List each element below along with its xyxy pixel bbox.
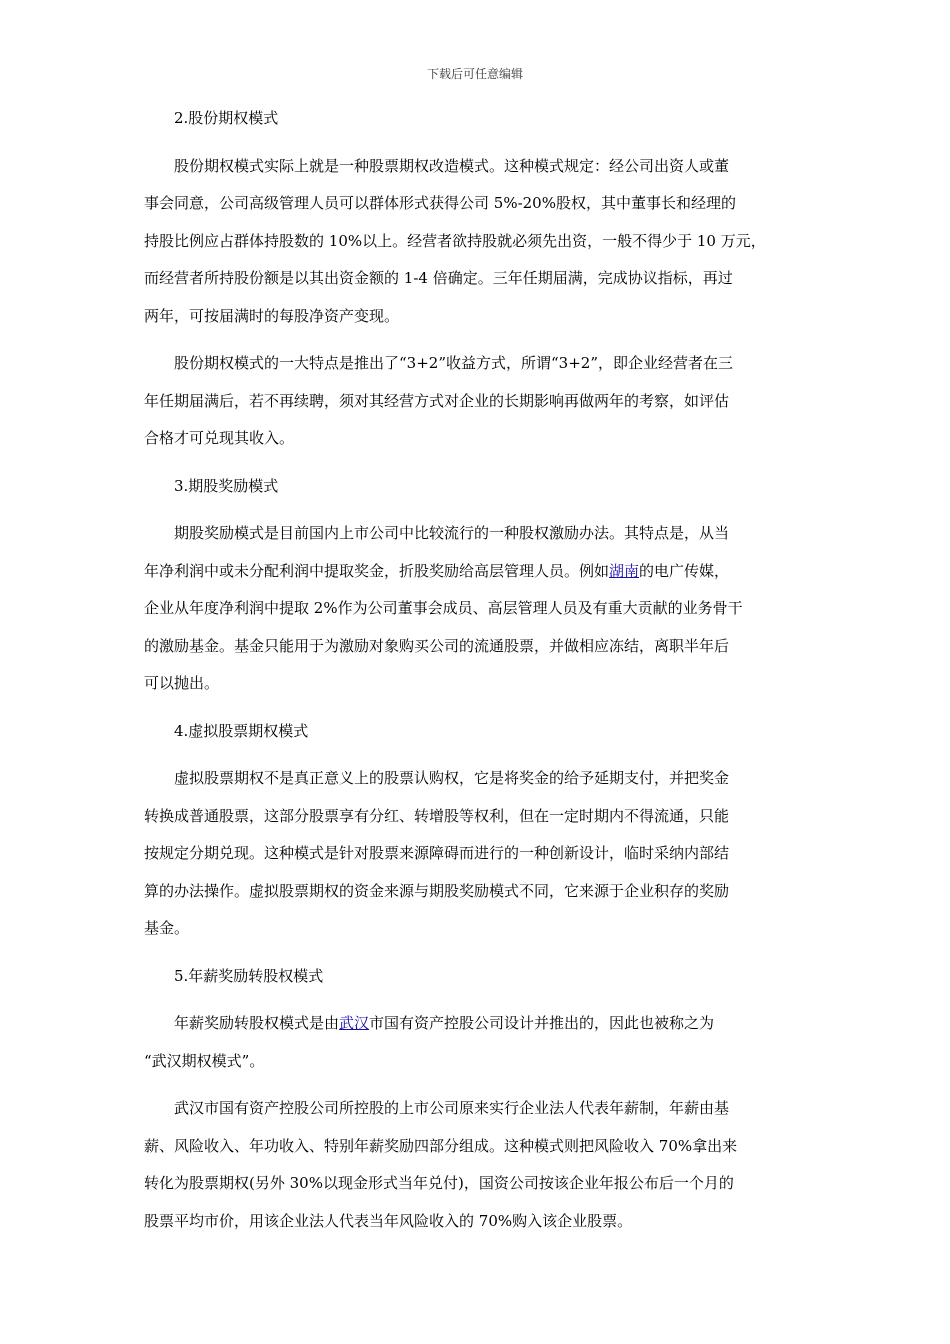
section-heading-2: 2.股份期权模式 xyxy=(174,109,279,127)
paragraph-s5-2 xyxy=(144,1090,810,1240)
paragraph-line: 而经营者所持股份额是以其出资金额的 1-4 倍确定。三年任期届满，完成协议指标，再过 xyxy=(144,269,733,287)
paragraph-line: 期股奖励模式是目前国内上市公司中比较流行的一种股权激励办法。其特点是，从当 xyxy=(174,524,730,542)
paragraph-line: 两年，可按届满时的每股净资产变现。 xyxy=(144,306,400,325)
paragraph-line: “武汉期权模式”。 xyxy=(144,1051,265,1070)
paragraph-line: 股份期权模式的一大特点是推出了“3+2”收益方式，所谓“3+2”，即企业经营者在三 xyxy=(174,354,733,372)
text-segment: 年薪奖励转股权模式是由 xyxy=(174,1014,340,1032)
paragraph-line: 年任期届满后，若不再续聘，须对其经营方式对企业的长期影响再做两年的考察，如评估 xyxy=(144,391,730,410)
paragraph-line: 武汉市国有资产控股公司所控股的上市公司原来实行企业法人代表年薪制，年薪由基 xyxy=(174,1099,730,1117)
paragraph-s4-1 xyxy=(144,760,810,948)
paragraph-line: 按规定分期兑现。这种模式是针对股票来源障碍而进行的一种创新设计，临时采纳内部结 xyxy=(144,844,730,862)
paragraph-line: 算的办法操作。虚拟股票期权的资金来源与期股奖励模式不同，它来源于企业积存的奖励 xyxy=(144,881,730,900)
paragraph-line: 股份期权模式实际上就是一种股票期权改造模式。这种模式规定：经公司出资人或董 xyxy=(174,156,730,175)
paragraph-line xyxy=(144,553,810,591)
paragraph-line: 持股比例应占群体持股数的 10%以上。经营者欲持股就必须先出资，一般不得少于 10 万元， xyxy=(144,231,766,250)
paragraph-line: 虚拟股票期权不是真正意义上的股票认购权，它是将奖金的给予延期支付，并把奖金 xyxy=(174,769,730,787)
paragraph-s2-1 xyxy=(144,148,810,336)
wuhan-link[interactable]: 武汉 xyxy=(339,1014,370,1032)
paragraph-s2-2 xyxy=(144,345,810,458)
paragraph-line: 企业从年度净利润中提取 2%作为公司董事会成员、高层管理人员及有重大贡献的业务骨干 xyxy=(144,599,743,617)
paragraph-line: 转化为股票期权(另外 30%以现金形式当年兑付)，国资公司按该企业年报公布后一个月的 xyxy=(144,1174,734,1192)
paragraph-s3-1 xyxy=(144,515,810,703)
paragraph-line: 转换成普通股票，这部分股票享有分红、转增股等权利，但在一定时期内不得流通，只能 xyxy=(144,806,730,825)
paragraph-line xyxy=(144,1005,810,1043)
text-segment: 年净利润中或未分配利润中提取奖金，折股奖励给高层管理人员。例如 xyxy=(144,561,610,580)
page-header: 下载后可任意编辑 xyxy=(426,67,523,81)
paragraph-s5-1 xyxy=(144,1005,810,1080)
paragraph-line: 事会同意，公司高级管理人员可以群体形式获得公司 5%-20%股权，其中董事长和经理的 xyxy=(144,194,736,212)
paragraph-line: 可以抛出。 xyxy=(144,674,220,692)
hunan-link[interactable]: 湖南 xyxy=(609,561,640,580)
section-heading-5: 5.年薪奖励转股权模式 xyxy=(174,966,324,985)
text-segment: 的电广传媒， xyxy=(639,561,730,580)
paragraph-line: 薪、风险收入、年功收入、特别年薪奖励四部分组成。这种模式则把风险收入 70%拿出来 xyxy=(144,1136,738,1155)
paragraph-line: 的激励基金。基金只能用于为激励对象购买公司的流通股票，并做相应冻结，离职半年后 xyxy=(144,636,730,655)
paragraph-line: 股票平均市价，用该企业法人代表当年风险收入的 70%购入该企业股票。 xyxy=(144,1211,633,1230)
text-segment: 市国有资产控股公司设计并推出的，因此也被称之为 xyxy=(369,1014,715,1032)
paragraph-line: 基金。 xyxy=(144,919,190,937)
document-body xyxy=(144,100,810,1240)
paragraph-line: 合格才可兑现其收入。 xyxy=(144,429,295,447)
section-heading-3: 3.期股奖励模式 xyxy=(174,476,279,495)
section-heading-4: 4.虚拟股票期权模式 xyxy=(174,721,309,740)
